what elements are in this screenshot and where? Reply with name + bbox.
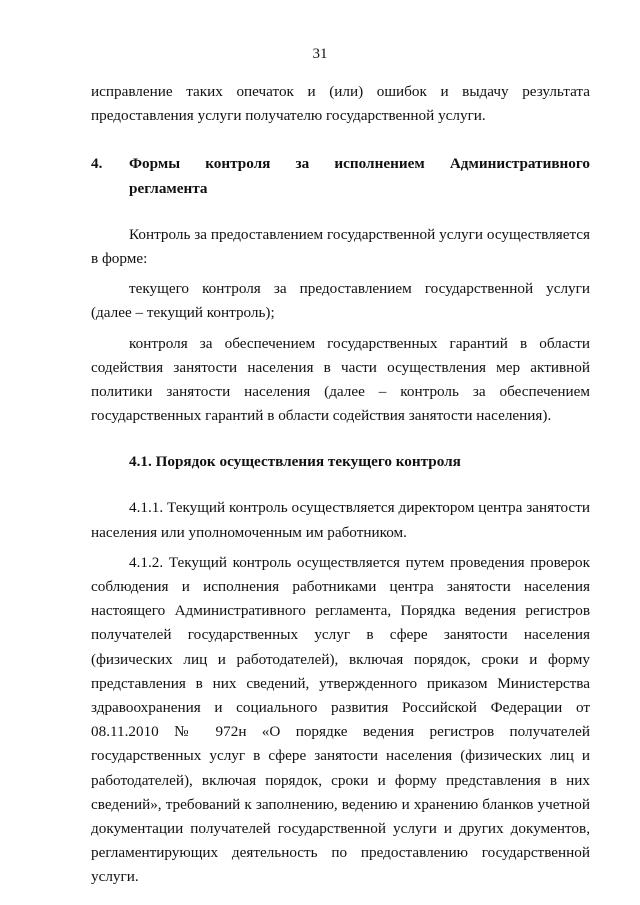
text-line: Контроль за предоставлением государственной услуги осуществляется [129,225,590,243]
text-line: услуги. [91,868,139,886]
text-line: работодателей), включая порядок, сроки и форму представления в них [91,771,590,789]
paragraph-current-control [91,277,590,325]
text-line: регламентирующих деятельность по предоставлению государственной [91,844,590,862]
paragraph-guarantees-control [91,332,590,429]
section-number: 4. [91,155,103,173]
paragraph-4-1-1 [91,496,590,544]
text-line: здравоохранения и социального развития Российской Федерации от [91,698,590,716]
text-line: (далее – текущий контроль); [91,304,275,322]
text-line: контроля за обеспечением государственных гарантий в области [129,334,590,352]
section-title-line: Формы контроля за исполнением Административного [129,155,590,173]
text-line: содействия занятости населения в части осуществления мер активной [91,358,590,376]
text-line: представления в них сведений, утвержденного приказом Министерства [91,674,590,692]
text-line: 08.11.2010 № 972н «О порядке ведения регистров получателей [91,723,590,741]
text-line: текущего контроля за предоставлением государственной услуги [129,280,590,298]
text-line: исправление таких опечаток и (или) ошибок и выдачу результата [91,83,590,100]
section-title-line: регламента [129,179,208,197]
text-line: настоящего Административного регламента, Порядка ведения регистров [91,602,590,620]
text-line: получателей государственных услуг в сфере занятости населения [91,626,590,644]
text-line: соблюдения и исполнения работниками центра занятости населения [91,578,590,595]
text-line: предоставления услуги получателю государственной услуги. [91,107,486,125]
text-line: государственных услуг в сфере занятости населения (физических лиц и [91,747,590,765]
page-number: 31 [312,46,328,62]
text-line: 4.1.1. Текущий контроль осуществляется директором центра занятости [129,499,590,517]
subsection-4-1-heading: 4.1. Порядок осуществления текущего контроля [129,453,461,471]
paragraph-control-form [91,223,590,271]
page-content [91,80,590,889]
section-4-heading [91,152,590,200]
text-line: государственных гарантий в области содействия занятости населения). [91,407,552,425]
text-line: сведений», требований к заполнению, ведению и хранению бланков учетной [91,795,590,813]
paragraph-4-1-2 [91,551,590,890]
text-line: (физических лиц и работодателей), включая порядок, сроки и форму [91,650,590,668]
text-line: населения или уполномоченным им работником. [91,523,407,541]
text-line: документации получателей государственной услуги и других документов, [91,819,590,837]
text-line: 4.1.2. Текущий контроль осуществляется путем проведения проверок [129,553,590,571]
text-line: в форме: [91,249,148,267]
paragraph-intro [91,80,590,128]
text-line: политики занятости населения (далее – контроль за обеспечением [91,382,590,400]
